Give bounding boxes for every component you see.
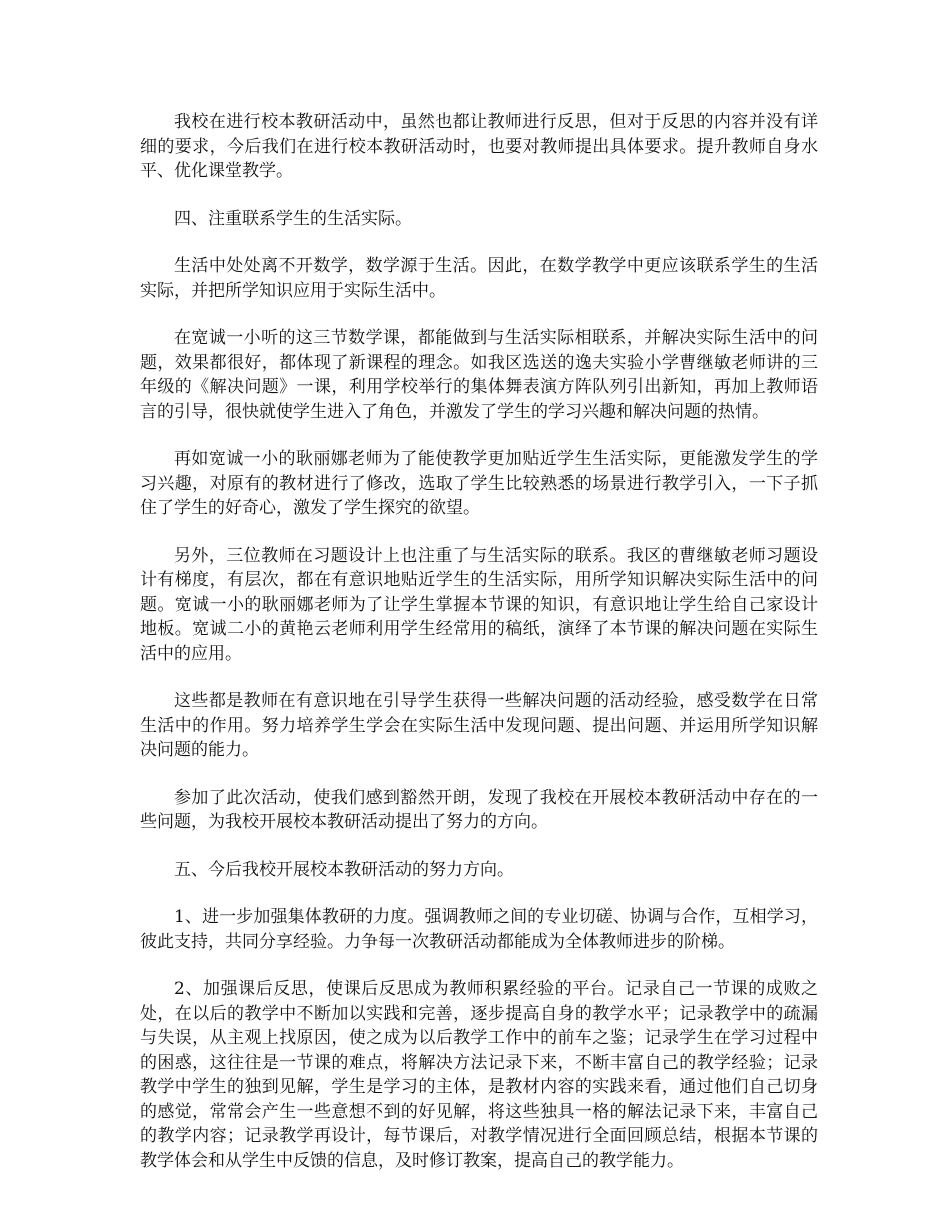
paragraph-reflection-requirements: 我校在进行校本教研活动中，虽然也都让教师进行反思，但对于反思的内容并没有详细的要求，今后我们在进行校本教研活动时，也要对教师提出具体要求。提升教师自身水平、优化课堂教学。 bbox=[140, 112, 818, 181]
list-item-after-class-reflection: 2、加强课后反思，使课后反思成为教师积累经验的平台。记录自己一节课的成败之处，在以后的教学中不断加以实践和完善，逐步提高自身的教学水平；记录教学中的疏漏与失误，从主观上找原因，使之成为以后教学工作中的前车之鉴；记录学生在学习过程中的困惑，这往往是一节课的难点，将解决方法记录下来，不断丰富自己的教学经验；记录教学中学生的独到见解，学生是学习的主体，是教材内容的实践来看，通过他们自己切身的感觉，常常会产生一些意想不到的好见解，将这些独具一格的解法记录下来，丰富自己的教学内容；记录教学再设计，每节课后，对教学情况进行全面回顾总结，根据本节课的教学体会和从学生中反馈的信息，及时修订教案，提高自己的教学能力。 bbox=[140, 979, 818, 1171]
section-heading-five: 五、今后我校开展校本教研活动的努力方向。 bbox=[174, 859, 514, 880]
paragraph-exercise-design: 另外，三位教师在习题设计上也注重了与生活实际的联系。我区的曹继敏老师习题设计有梯度，有层次，都在有意识地贴近学生的生活实际，用所学知识解决实际生活中的问题。宽诚一小的耿丽娜老师为了让学生掌握本节课的知识，有意识地让学生给自己家设计地板。宽诚二小的黄艳云老师利用学生经常用的稿纸，演绎了本节课的解决问题在实际生活中的应用。 bbox=[140, 545, 818, 664]
section-heading-four: 四、注重联系学生的生活实际。 bbox=[174, 208, 412, 229]
paragraph-math-from-life: 生活中处处离不开数学，数学源于生活。因此，在数学教学中更应该联系学生的生活实际，并把所学知识应用于实际生活中。 bbox=[140, 256, 818, 301]
paragraph-geng-lina-lesson: 再如宽诚一小的耿丽娜老师为了能使教学更加贴近学生生活实际，更能激发学生的学习兴趣，对原有的教材进行了修改，选取了学生比较熟悉的场景进行教学引入，一下子抓住了学生的好奇心，激发了学生探究的欲望。 bbox=[140, 449, 818, 518]
document-body bbox=[140, 110, 818, 1196]
paragraph-activity-experience: 这些都是教师在有意识地在引导学生获得一些解决问题的活动经验，感受数学在日常生活中的作用。努力培养学生学会在实际生活中发现问题、提出问题、并运用所学知识解决问题的能力。 bbox=[140, 691, 818, 760]
list-item-collective-research: 1、进一步加强集体教研的力度。强调教师之间的专业切磋、协调与合作，互相学习，彼此支持，共同分享经验。力争每一次教研活动都能成为全体教师进步的阶梯。 bbox=[140, 907, 818, 952]
paragraph-activity-insights: 参加了此次活动，使我们感到豁然开朗，发现了我校在开展校本教研活动中存在的一些问题，为我校开展校本教研活动提出了努力的方向。 bbox=[140, 787, 818, 832]
paragraph-three-lessons: 在宽诚一小听的这三节数学课，都能做到与生活实际相联系，并解决实际生活中的问题，效果都很好，都体现了新课程的理念。如我区选送的逸夫实验小学曹继敏老师讲的三年级的《解决问题》一课，利用学校举行的集体舞表演方阵队列引出新知，再加上教师语言的引导，很快就使学生进入了角色，并激发了学生的学习兴趣和解决问题的热情。 bbox=[140, 328, 818, 422]
